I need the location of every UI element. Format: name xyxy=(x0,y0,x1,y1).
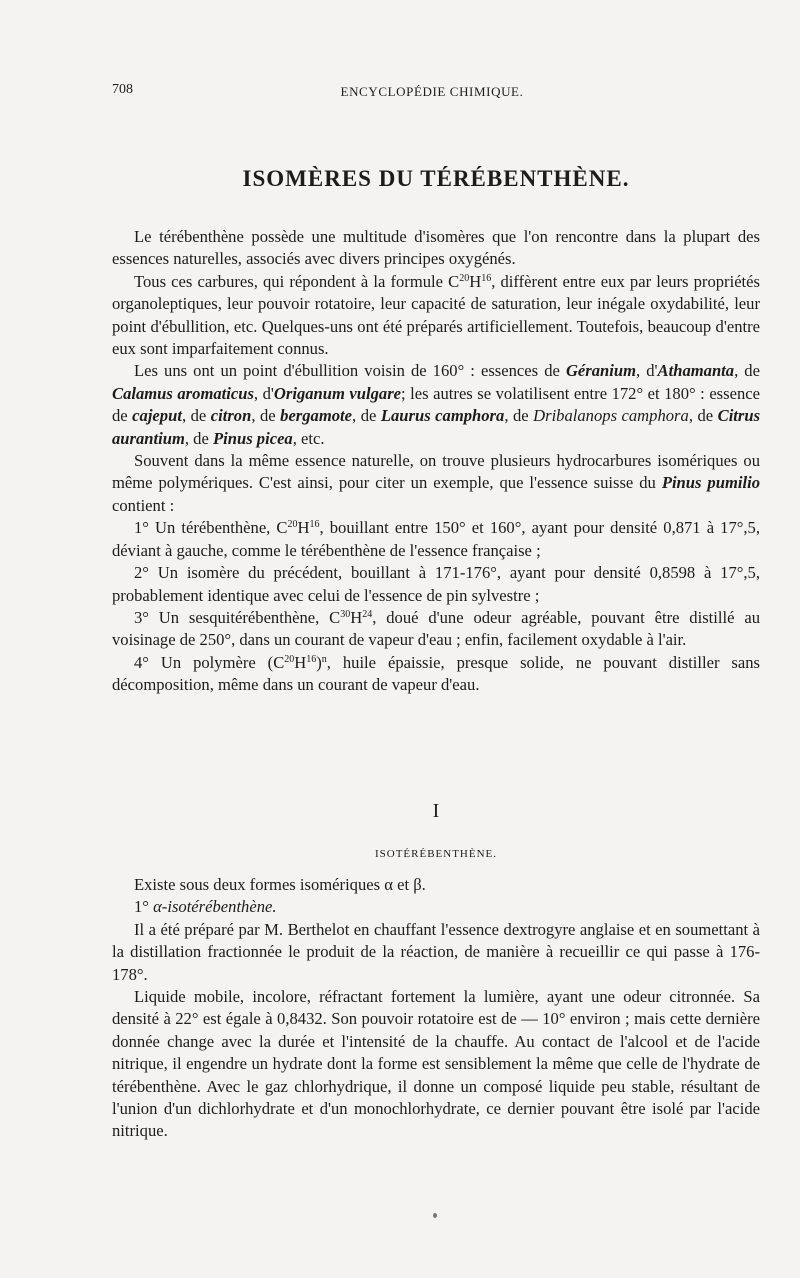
page-number: 708 xyxy=(112,82,133,97)
text-run: Laurus camphora xyxy=(380,406,505,426)
text-run: Citrus aurantium xyxy=(112,406,761,448)
text-run: 3° Un sesquitérébenthène, C xyxy=(134,607,341,627)
page-header xyxy=(112,82,752,104)
text-run: Pinus picea xyxy=(212,428,293,448)
text-run: citron xyxy=(210,406,252,426)
text-run: Tous ces carbures, qui répondent à la formule C xyxy=(134,271,460,291)
paragraph xyxy=(112,607,760,652)
text-run: , de xyxy=(184,428,213,448)
paragraph xyxy=(112,652,760,697)
section-text xyxy=(112,874,760,1143)
paragraph xyxy=(112,517,760,562)
text-run: 20 xyxy=(287,519,298,531)
text-run: , doué d'une odeur agréable, pouvant être distillé au voisinage de 250°, dans un courant de vapeur d'eau ; enfin, facilement oxydable à l'air. xyxy=(112,607,760,650)
text-run: 20 xyxy=(284,653,295,665)
text-run: contient : xyxy=(112,495,175,515)
text-run: , de xyxy=(352,406,381,426)
paragraph xyxy=(112,874,760,896)
text-run: Géranium xyxy=(565,361,637,381)
text-run: 20 xyxy=(459,272,470,284)
text-run: , de xyxy=(734,361,760,381)
section-number: I xyxy=(432,800,440,822)
text-run: Dribalanops camphora xyxy=(533,406,689,426)
text-run: cajeput xyxy=(132,406,182,426)
paragraph xyxy=(112,450,760,517)
paragraph xyxy=(112,271,760,361)
chapter-title: ISOMÈRES DU TÉRÉBENTHÈNE. xyxy=(242,166,630,191)
text-run: 16 xyxy=(306,653,317,665)
paragraph xyxy=(112,919,760,986)
text-run: Le térébenthène possède une multitude d'isomères que l'on rencontre dans la plupart des essences naturelles, associés avec divers principes oxygénés. xyxy=(112,227,760,269)
text-run: , de xyxy=(251,406,281,426)
text-run: 2° Un isomère du précédent, bouillant à 171-176°, ayant pour densité 0,8598 à 17°,5, probablement identique avec celui de l'essence de pin sylvestre ; xyxy=(112,563,760,605)
text-run: 1° Un térébenthène, C xyxy=(134,518,288,538)
text-run: , huile épaissie, presque solide, ne pouvant distiller sans décomposition, même dans un courant de vapeur d'eau. xyxy=(112,652,760,695)
text-run: Pinus pumilio xyxy=(661,473,760,493)
text-run: Souvent dans la même essence naturelle, on trouve plusieurs hydrocarbures isomériques ou même polymériques. C'est ainsi, pour citer un exemple, que l'essence suisse du xyxy=(112,451,760,493)
text-run: 1° xyxy=(134,897,154,917)
text-run: , bouillant entre 150° et 160°, ayant pour densité 0,871 à 17°,5, déviant à gauche, comme le térébenthène de l'essence française ; xyxy=(112,518,761,560)
text-run: 30 xyxy=(340,608,351,620)
text-run: , diffèrent entre eux par leurs propriétés organoleptiques, leur pouvoir rotatoire, leur capacité de saturation, leur inégale oxydabilité, leur point d'ébullition, etc. Quelques-uns ont été préparés artificiellement. Toutefois, beaucoup d'entre eux sont imparfaitement connus. xyxy=(112,271,760,359)
text-run: 16 xyxy=(481,272,492,284)
text-run: H xyxy=(294,652,307,672)
text-run: 4° Un polymère (C xyxy=(134,652,285,672)
text-run: Athamanta xyxy=(657,361,735,381)
text-run: Calamus aromaticus xyxy=(112,383,254,403)
paragraph xyxy=(112,226,760,271)
text-run: , etc. xyxy=(292,428,325,448)
text-run: H xyxy=(469,271,482,291)
paragraph xyxy=(112,896,760,918)
text-run: ; les autres se volatilisent entre 172° et 180° : essence de xyxy=(112,383,760,426)
text-run: , de xyxy=(688,406,718,426)
text-run: n xyxy=(321,653,327,665)
text-run: Les uns ont un point d'ébullition voisin de 160° : essences de xyxy=(134,361,566,381)
text-run: Il a été préparé par M. Berthelot en chauffant l'essence dextrogyre anglaise et en soumettant à la distillation fractionnée le produit de la réaction, de manière à recueillir ce qui passe à 176-178°. xyxy=(112,919,760,984)
text-run: H xyxy=(350,607,363,627)
paragraph xyxy=(112,986,760,1143)
paragraph xyxy=(112,360,760,450)
text-run: 16 xyxy=(309,519,320,531)
text-run: H xyxy=(297,518,310,538)
text-run: , d' xyxy=(636,361,658,381)
text-run: ) xyxy=(316,652,322,672)
text-run: , de xyxy=(181,406,211,426)
text-run: Origanum vulgare xyxy=(273,383,402,403)
text-run: Liquide mobile, incolore, réfractant fortement la lumière, ayant une odeur citronnée. Sa densité à 22° est égale à 0,8432. Son pouvoir rotatoire est de — 10° environ ; mais cette dernière donnée change avec la durée et l'intensité de la chauffe. Au contact de l'alcool et de l'acide nitrique, il engendre un hydrate dont la forme est sensiblement la même que celle de l'hydrate de térébenthène. Avec le gaz chlorhydrique, il donne un composé liquide peu stable, résultant de l'union d'un dichlorhydrate et d'un monochlorhydrate, ce dernier pouvant être isolé par l'acide nitrique. xyxy=(112,987,760,1141)
text-run: α-isotérébenthène. xyxy=(153,897,277,917)
section-title: ISOTÉRÉBENTHÈNE. xyxy=(374,848,497,860)
text-run: 24 xyxy=(362,608,373,620)
text-run: bergamote xyxy=(280,406,353,426)
print-speck xyxy=(433,1213,437,1218)
paragraph xyxy=(112,562,760,607)
text-run: Existe sous deux formes isomériques α et β. xyxy=(134,875,426,894)
running-title: ENCYCLOPÉDIE CHIMIQUE. xyxy=(340,84,524,99)
text-run: , d' xyxy=(253,383,274,403)
intro-text xyxy=(112,226,760,697)
text-run: , de xyxy=(504,406,534,426)
